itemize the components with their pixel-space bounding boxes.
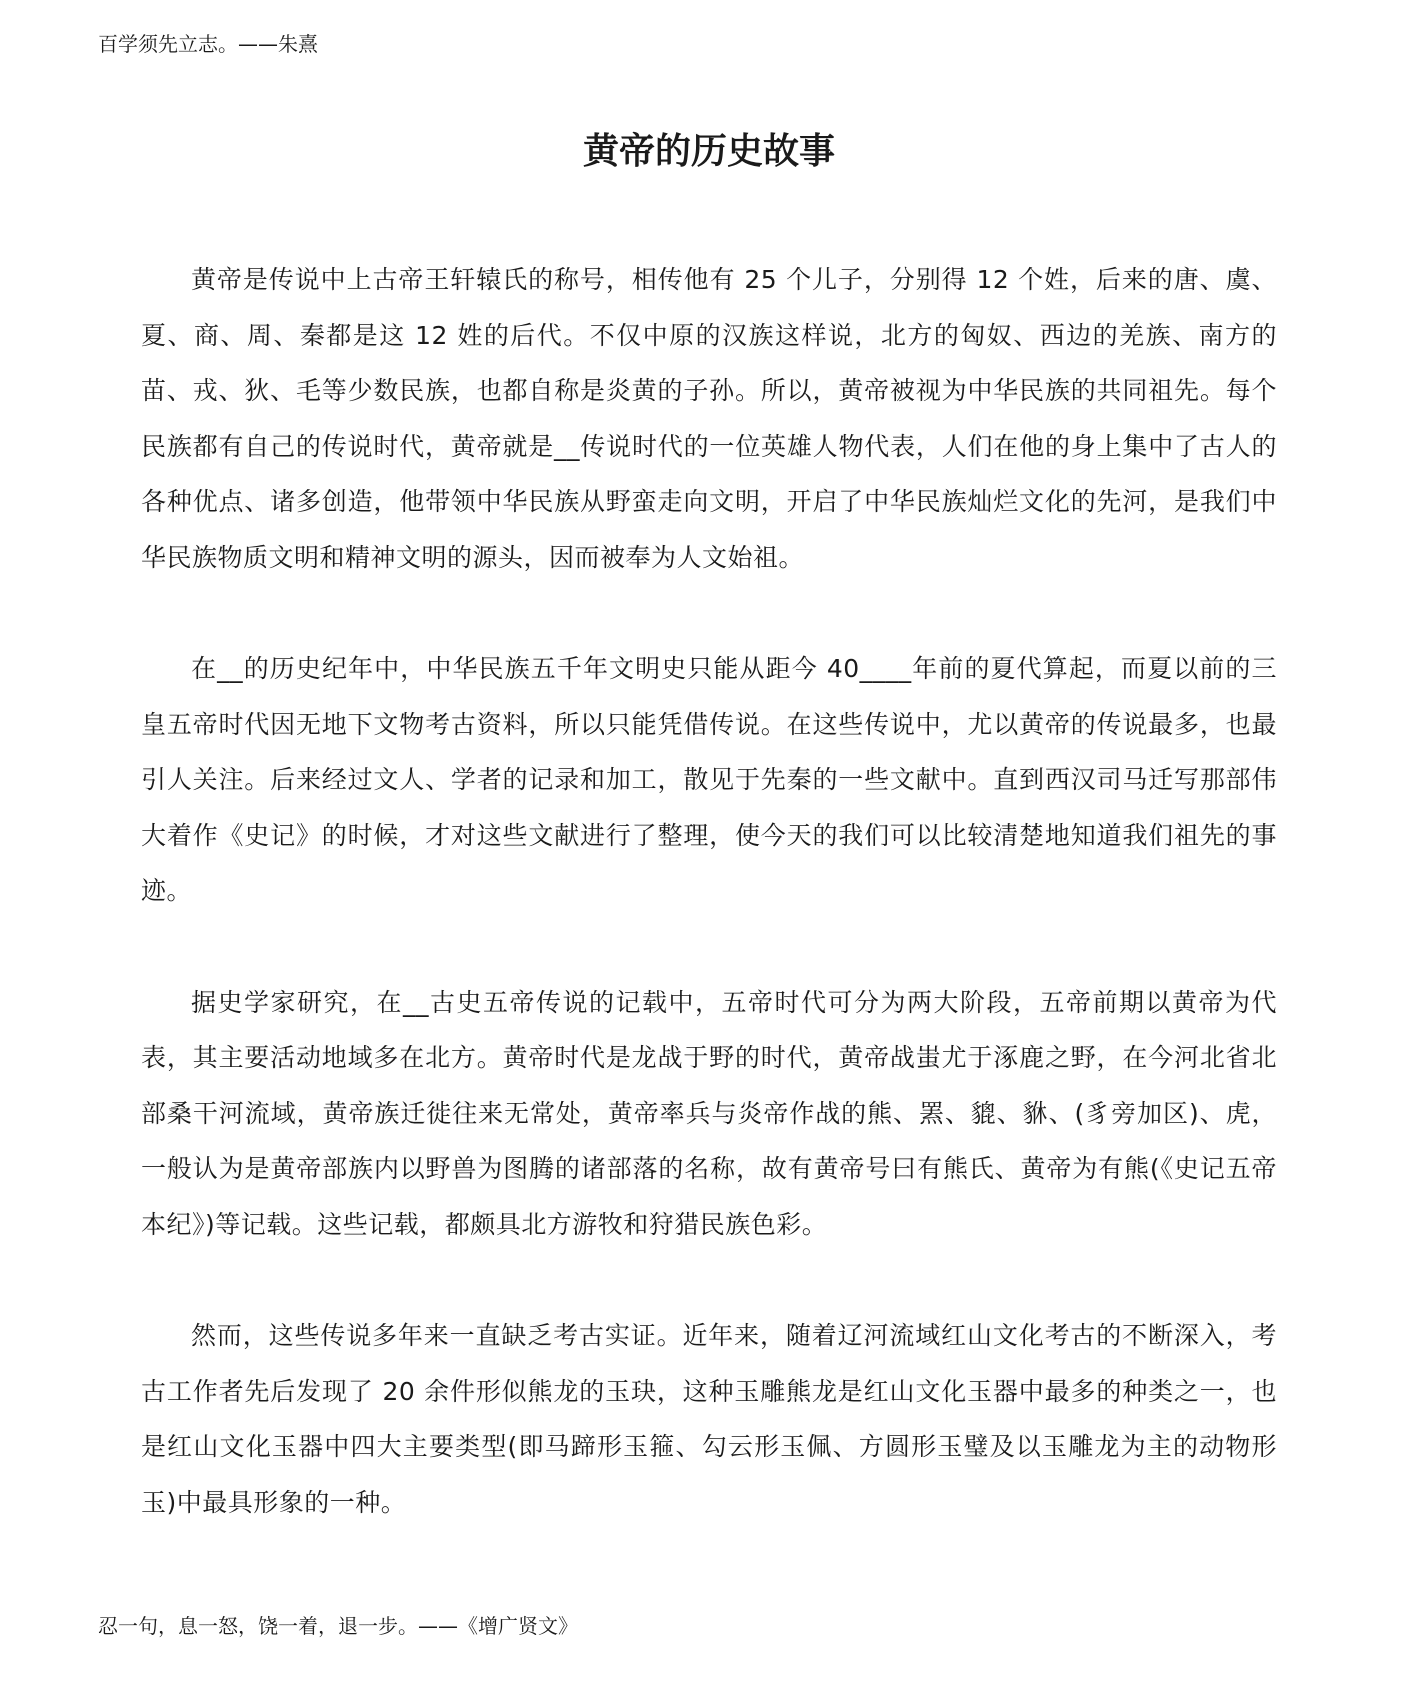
footer-quote: 忍一句，息一怒，饶一着，退一步。——《增广贤文》: [98, 1614, 578, 1638]
paragraph-3: 据史学家研究，在__古史五帝传说的记载中，五帝时代可分为两大阶段，五帝前期以黄帝为代表，其主要活动地域多在北方。黄帝时代是龙战于野的时代，黄帝战蚩尤于涿鹿之野，在今河北省北部桑干河流域，黄帝族迁徙往来无常处，黄帝率兵与炎帝作战的熊、罴、貔、貅、(豸旁加区)、虎，一般认为是黄帝部族内以野兽为图腾的诸部落的名称，故有黄帝号曰有熊氏、黄帝为有熊(《史记五帝本纪》)等记载。这些记载，都颇具北方游牧和狩猎民族色彩。: [141, 987, 1277, 1239]
paragraph-1: 黄帝是传说中上古帝王轩辕氏的称号，相传他有 25 个儿子，分别得 12 个姓，后来的唐、虞、夏、商、周、秦都是这 12 姓的后代。不仅中原的汉族这样说，北方的匈奴、西边的羌族、南方的苗、戎、狄、毛等少数民族，也都自称是炎黄的子孙。所以，黄帝被视为中华民族的共同祖先。每个民族都有自己的传说时代，黄帝就是__传说时代的一位英雄人物代表，人们在他的身上集中了古人的各种优点、诸多创造，他带领中华民族从野蛮走向文明，开启了中华民族灿烂文化的先河，是我们中华民族物质文明和精神文明的源头，因而被奉为人文始祖。: [141, 265, 1277, 572]
paragraph-2: 在__的历史纪年中，中华民族五千年文明史只能从距今 40____年前的夏代算起，而夏以前的三皇五帝时代因无地下文物考古资料，所以只能凭借传说。在这些传说中，尤以黄帝的传说最多，也最引人关注。后来经过文人、学者的记录和加工，散见于先秦的一些文献中。直到西汉司马迁写那部伟大着作《史记》的时候，才对这些文献进行了整理，使今天的我们可以比较清楚地知道我们祖先的事迹。: [141, 654, 1277, 905]
paragraph-4: 然而，这些传说多年来一直缺乏考古实证。近年来，随着辽河流域红山文化考古的不断深入，考古工作者先后发现了 20 余件形似熊龙的玉玦，这种玉雕熊龙是红山文化玉器中最多的种类之一，也是红山文化玉器中四大主要类型(即马蹄形玉箍、勾云形玉佩、方圆形玉璧及以玉雕龙为主的动物形玉)中最具形象的一种。: [141, 1321, 1277, 1517]
document-body: [141, 252, 1277, 1586]
document-title: 黄帝的历史故事: [582, 131, 835, 172]
header-quote: 百学须先立志。——朱熹: [98, 32, 318, 56]
